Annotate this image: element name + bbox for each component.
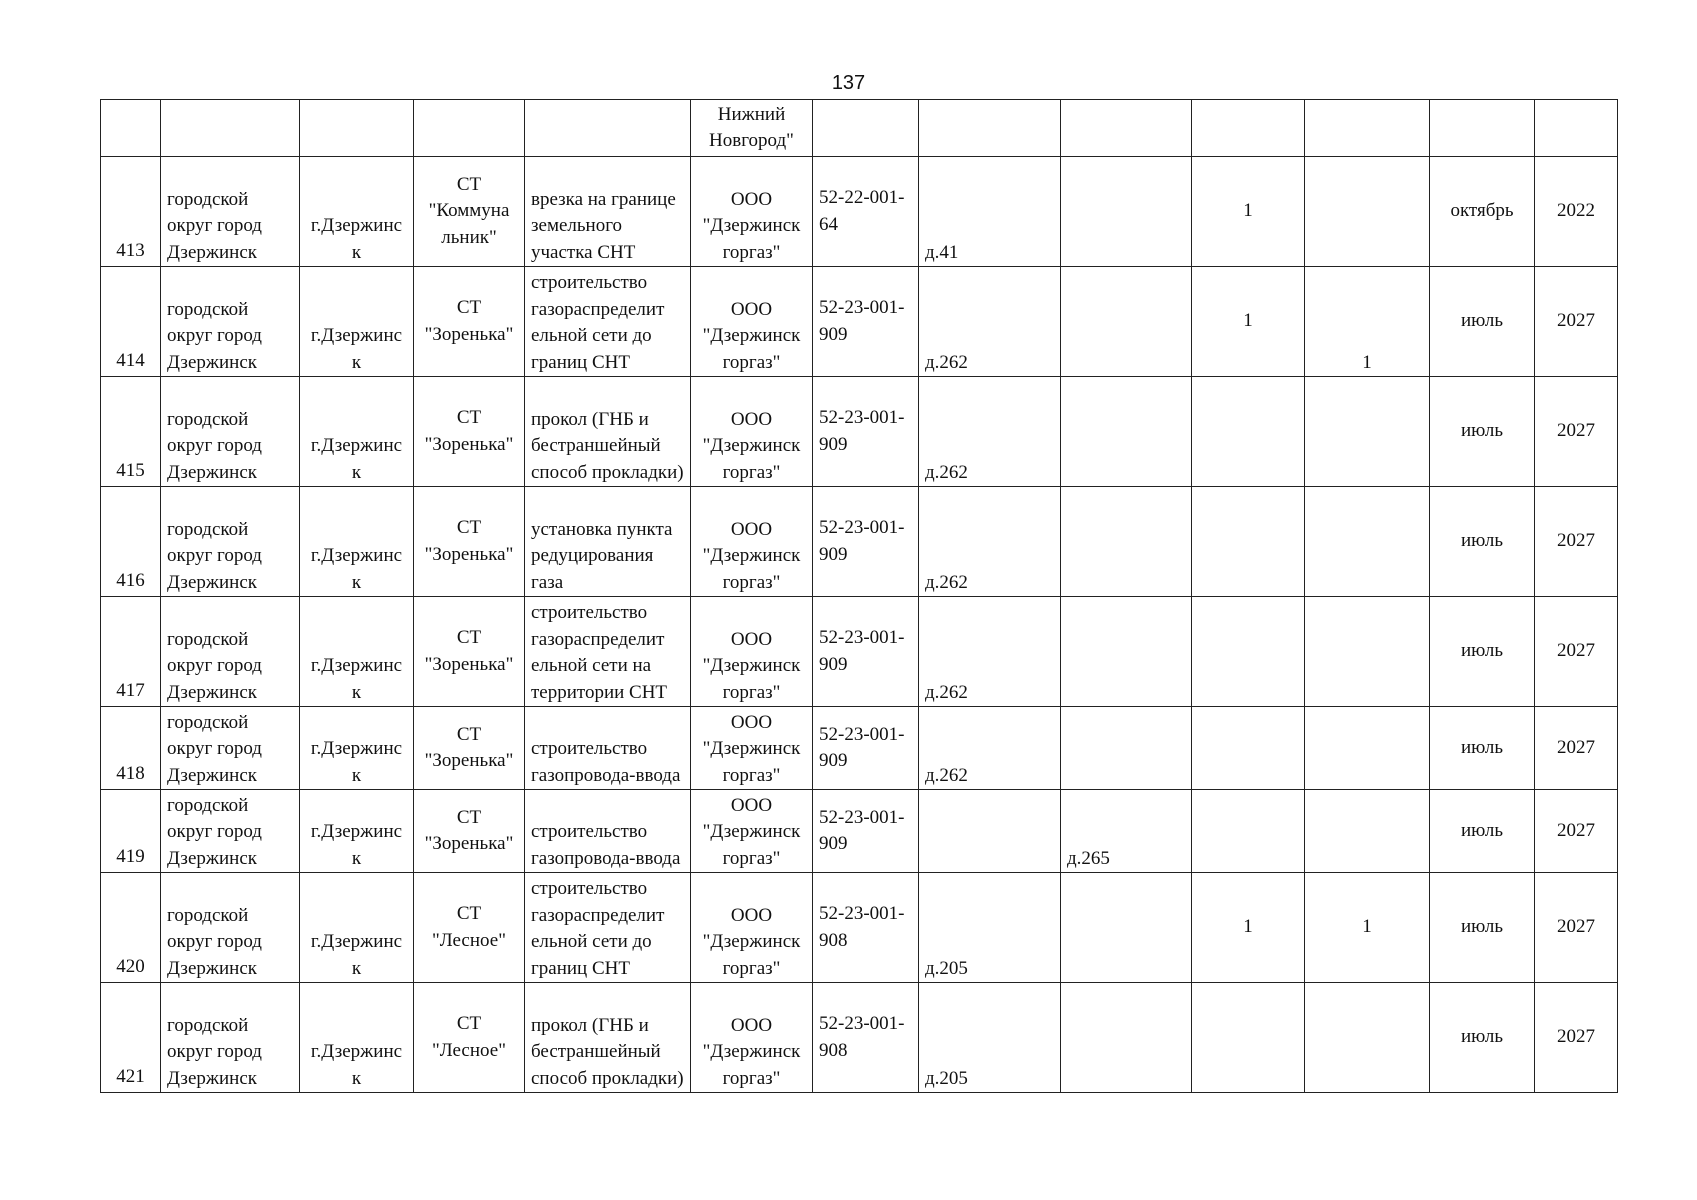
- table-row: [101, 873, 1618, 983]
- cadastral-number-cell: 52-23-001-908: [813, 983, 919, 1093]
- quantity-cell-1: [1192, 487, 1305, 597]
- organization-cell: ООО "Дзержинск горгаз": [691, 377, 813, 487]
- work-type-cell: врезка на границе земельного участка СНТ: [525, 157, 691, 267]
- city-cell: г.Дзержинс к: [300, 487, 414, 597]
- district-cell: городской округ город Дзержинск: [161, 377, 300, 487]
- snt-cell: СТ "Зоренька": [414, 267, 525, 377]
- page-number: 137: [831, 72, 866, 94]
- month-cell: июль: [1430, 487, 1535, 597]
- quantity-cell-2: [1305, 707, 1430, 790]
- quantity-cell-2: [1305, 377, 1430, 487]
- house-cell-2: [1061, 873, 1192, 983]
- house-cell-2: [1061, 377, 1192, 487]
- district-cell: городской округ город Дзержинск: [161, 487, 300, 597]
- house-cell-1: д.262: [919, 267, 1061, 377]
- quantity-cell-2: [1305, 157, 1430, 267]
- year-cell: 2027: [1535, 983, 1618, 1093]
- table-row: [101, 487, 1618, 597]
- month-cell: июль: [1430, 790, 1535, 873]
- row-number: 416: [101, 487, 161, 597]
- snt-cell: СТ "Коммуна льник": [414, 157, 525, 267]
- cadastral-number-cell: 52-23-001-909: [813, 597, 919, 707]
- cadastral-number-cell: 52-23-001-909: [813, 377, 919, 487]
- work-type-cell: строительство газопровода-ввода: [525, 707, 691, 790]
- house-cell-2: [1061, 597, 1192, 707]
- organization-cell: ООО "Дзержинск горгаз": [691, 707, 813, 790]
- cadastral-number-cell: 52-23-001-909: [813, 790, 919, 873]
- quantity-cell-2: [1305, 983, 1430, 1093]
- snt-cell: СТ "Зоренька": [414, 597, 525, 707]
- quantity-cell-1: 1: [1192, 873, 1305, 983]
- quantity-cell-1: [1192, 377, 1305, 487]
- table-row: [101, 377, 1618, 487]
- organization-cell: ООО "Дзержинск горгаз": [691, 597, 813, 707]
- month-cell: июль: [1430, 707, 1535, 790]
- city-cell: г.Дзержинс к: [300, 983, 414, 1093]
- snt-cell: СТ "Зоренька": [414, 707, 525, 790]
- cadastral-number-cell: 52-23-001-909: [813, 487, 919, 597]
- cell: [1305, 100, 1430, 157]
- gasification-table: [100, 99, 1618, 1093]
- table-row-continuation: [101, 100, 1618, 157]
- quantity-cell-1: [1192, 597, 1305, 707]
- quantity-cell-2: [1305, 487, 1430, 597]
- city-cell: г.Дзержинс к: [300, 267, 414, 377]
- row-number: 419: [101, 790, 161, 873]
- quantity-cell-1: [1192, 983, 1305, 1093]
- district-cell: городской округ город Дзержинск: [161, 790, 300, 873]
- snt-cell: СТ "Зоренька": [414, 487, 525, 597]
- year-cell: 2027: [1535, 790, 1618, 873]
- year-cell: 2027: [1535, 487, 1618, 597]
- row-number: 414: [101, 267, 161, 377]
- house-cell-2: [1061, 157, 1192, 267]
- snt-cell: СТ "Зоренька": [414, 790, 525, 873]
- row-number: 421: [101, 983, 161, 1093]
- cell: [1192, 100, 1305, 157]
- month-cell: июль: [1430, 597, 1535, 707]
- cell: [525, 100, 691, 157]
- organization-cell: ООО "Дзержинск горгаз": [691, 790, 813, 873]
- snt-cell: СТ "Лесное": [414, 873, 525, 983]
- table-row: [101, 790, 1618, 873]
- cell: [161, 100, 300, 157]
- row-number: 415: [101, 377, 161, 487]
- work-type-cell: строительство газораспределит ельной сети до границ СНТ: [525, 873, 691, 983]
- year-cell: 2027: [1535, 707, 1618, 790]
- month-cell: июль: [1430, 377, 1535, 487]
- year-cell: 2027: [1535, 873, 1618, 983]
- table-row: [101, 983, 1618, 1093]
- table-row: [101, 267, 1618, 377]
- organization-cell: ООО "Дзержинск горгаз": [691, 157, 813, 267]
- quantity-cell-1: [1192, 707, 1305, 790]
- city-cell: г.Дзержинс к: [300, 377, 414, 487]
- house-cell-2: [1061, 707, 1192, 790]
- table-row: [101, 157, 1618, 267]
- year-cell: 2022: [1535, 157, 1618, 267]
- cell: [101, 100, 161, 157]
- year-cell: 2027: [1535, 597, 1618, 707]
- organization-cell: ООО "Дзержинск горгаз": [691, 873, 813, 983]
- house-cell-1: д.262: [919, 487, 1061, 597]
- house-cell-1: д.262: [919, 597, 1061, 707]
- snt-cell: СТ "Лесное": [414, 983, 525, 1093]
- cadastral-number-cell: 52-23-001-909: [813, 707, 919, 790]
- month-cell: июль: [1430, 267, 1535, 377]
- house-cell-1: д.205: [919, 983, 1061, 1093]
- organization-cell: ООО "Дзержинск горгаз": [691, 487, 813, 597]
- city-cell: г.Дзержинс к: [300, 707, 414, 790]
- work-type-cell: прокол (ГНБ и бестраншейный способ прокладки): [525, 983, 691, 1093]
- quantity-cell-2: 1: [1305, 873, 1430, 983]
- house-cell-1: д.262: [919, 377, 1061, 487]
- quantity-cell-1: [1192, 790, 1305, 873]
- quantity-cell-2: [1305, 597, 1430, 707]
- quantity-cell-2: [1305, 790, 1430, 873]
- house-cell-2: [1061, 983, 1192, 1093]
- cell: [919, 100, 1061, 157]
- city-cell: г.Дзержинс к: [300, 790, 414, 873]
- house-cell-2: [1061, 487, 1192, 597]
- work-type-cell: строительство газораспределит ельной сети на территории СНТ: [525, 597, 691, 707]
- table-row: [101, 597, 1618, 707]
- org-cell-continuation: Нижний Новгород": [691, 100, 813, 157]
- cell: [813, 100, 919, 157]
- district-cell: городской округ город Дзержинск: [161, 707, 300, 790]
- house-cell-2: [1061, 267, 1192, 377]
- row-number: 420: [101, 873, 161, 983]
- city-cell: г.Дзержинс к: [300, 873, 414, 983]
- city-cell: г.Дзержинс к: [300, 597, 414, 707]
- cell: [1430, 100, 1535, 157]
- work-type-cell: установка пункта редуцирования газа: [525, 487, 691, 597]
- cadastral-number-cell: 52-22-001-64: [813, 157, 919, 267]
- cell: [300, 100, 414, 157]
- house-cell-2: д.265: [1061, 790, 1192, 873]
- district-cell: городской округ город Дзержинск: [161, 983, 300, 1093]
- cadastral-number-cell: 52-23-001-909: [813, 267, 919, 377]
- cell: [1061, 100, 1192, 157]
- work-type-cell: строительство газопровода-ввода: [525, 790, 691, 873]
- district-cell: городской округ город Дзержинск: [161, 597, 300, 707]
- district-cell: городской округ город Дзержинск: [161, 873, 300, 983]
- house-cell-1: д.205: [919, 873, 1061, 983]
- district-cell: городской округ город Дзержинск: [161, 157, 300, 267]
- month-cell: октябрь: [1430, 157, 1535, 267]
- row-number: 417: [101, 597, 161, 707]
- cadastral-number-cell: 52-23-001-908: [813, 873, 919, 983]
- quantity-cell-1: 1: [1192, 267, 1305, 377]
- table-row: [101, 707, 1618, 790]
- cell: [1535, 100, 1618, 157]
- district-cell: городской округ город Дзержинск: [161, 267, 300, 377]
- work-type-cell: прокол (ГНБ и бестраншейный способ прокладки): [525, 377, 691, 487]
- house-cell-1: д.41: [919, 157, 1061, 267]
- quantity-cell-2: 1: [1305, 267, 1430, 377]
- house-cell-1: [919, 790, 1061, 873]
- city-cell: г.Дзержинс к: [300, 157, 414, 267]
- row-number: 413: [101, 157, 161, 267]
- organization-cell: ООО "Дзержинск горгаз": [691, 267, 813, 377]
- snt-cell: СТ "Зоренька": [414, 377, 525, 487]
- house-cell-1: д.262: [919, 707, 1061, 790]
- year-cell: 2027: [1535, 377, 1618, 487]
- work-type-cell: строительство газораспределит ельной сети до границ СНТ: [525, 267, 691, 377]
- year-cell: 2027: [1535, 267, 1618, 377]
- quantity-cell-1: 1: [1192, 157, 1305, 267]
- month-cell: июль: [1430, 873, 1535, 983]
- month-cell: июль: [1430, 983, 1535, 1093]
- organization-cell: ООО "Дзержинск горгаз": [691, 983, 813, 1093]
- cell: [414, 100, 525, 157]
- row-number: 418: [101, 707, 161, 790]
